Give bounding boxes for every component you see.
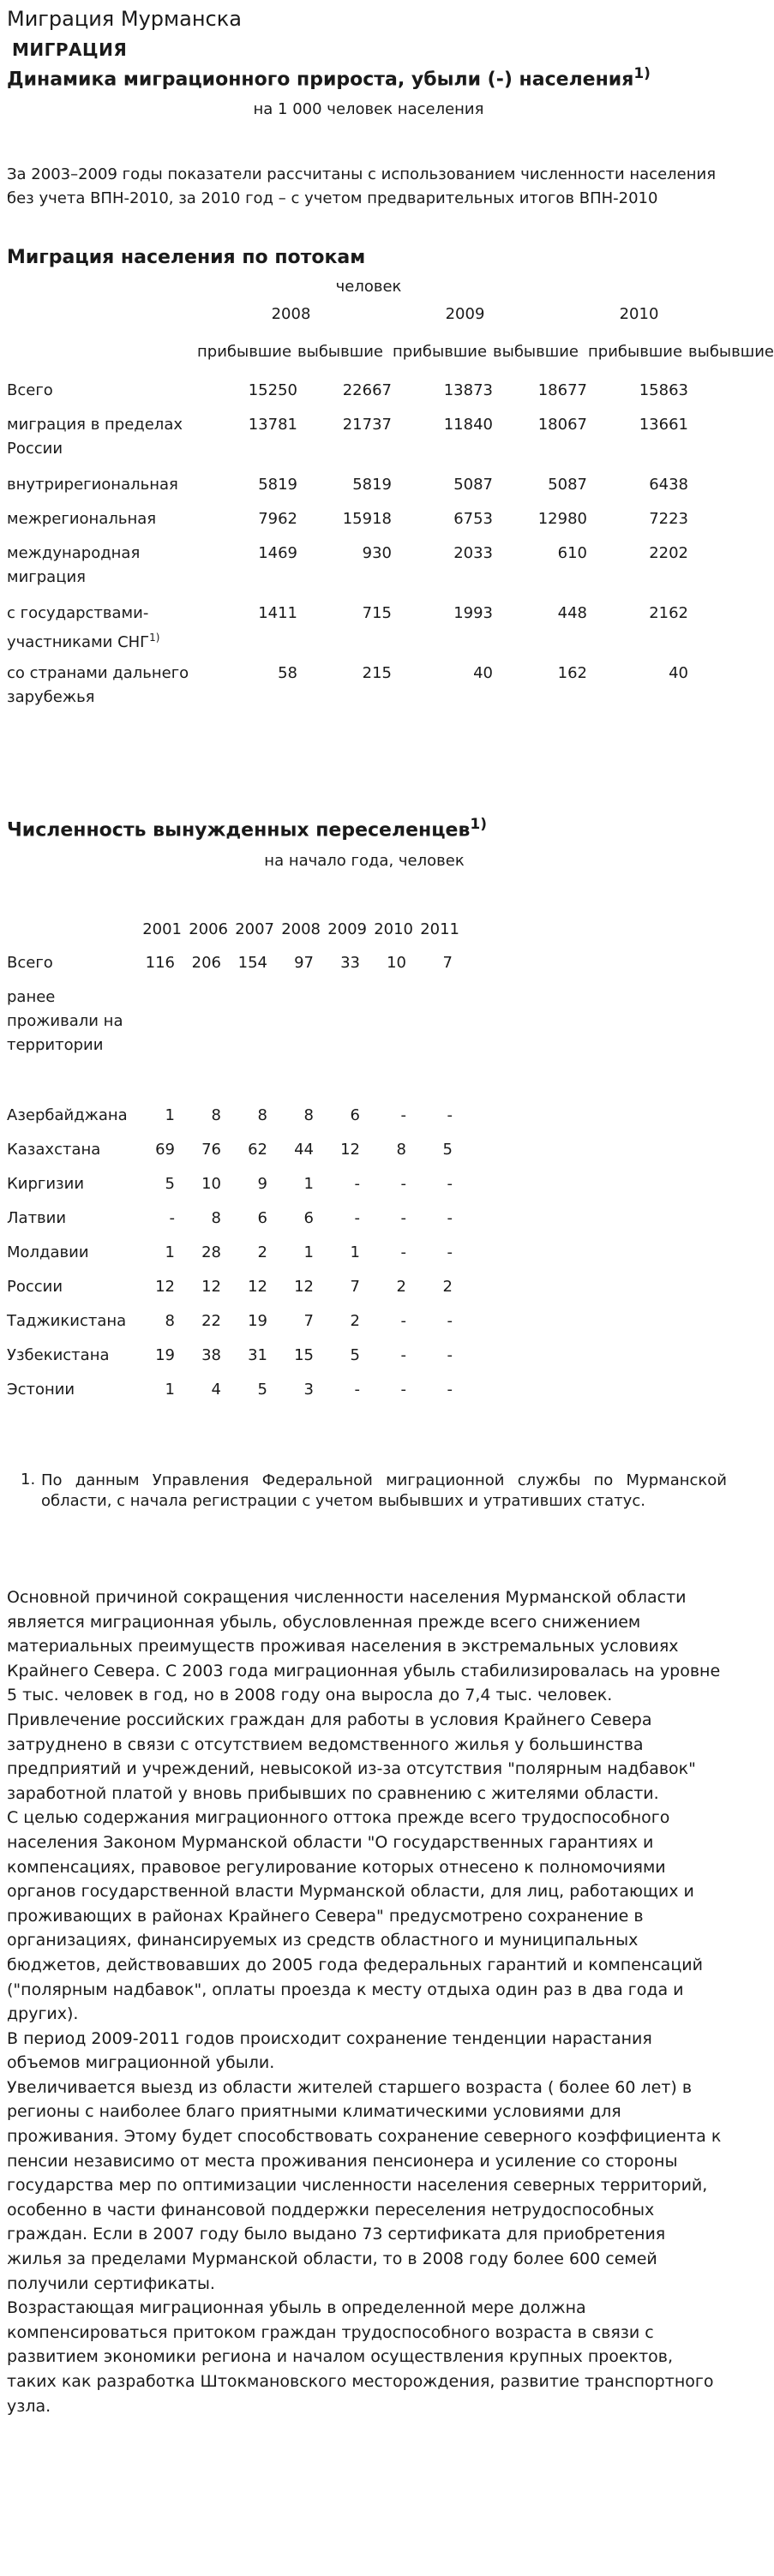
displaced-cell: 10 — [201, 1175, 221, 1193]
displaced-row-label: Таджикистана — [7, 1312, 127, 1330]
flows-cell: 40 — [473, 664, 493, 682]
flows-cell: 18067 — [537, 416, 587, 434]
flows-cell: 610 — [557, 544, 587, 562]
flows-cell: 15863 — [639, 381, 688, 399]
flows-subheader: выбывшие — [688, 343, 774, 361]
displaced-row-label: Всего — [7, 954, 53, 972]
flows-row-label: со странами дальнего зарубежья — [7, 664, 189, 706]
flows-cell: 5819 — [258, 476, 297, 494]
body-paragraph: Увеличивается выезд из области жителей старшего возраста ( более 60 лет) в регионы с наиболее благо приятными климатическими условиями для проживания. Этому будет способствовать сохранение северного коэффициента к пенсии независимо от места проживания пенсионера и усиление со стороны государства мер по оптимизации численности населения северных территорий, особенно в части финансовой поддержки переселения нетрудоспособных граждан. Если в 2007 году было выдано 73 сертификата для приобретения жилья за пределами Мурманской области, то в 2008 году более 600 семей получили сертификаты. — [7, 2077, 722, 2293]
flows-row-footnote-mark: 1) — [149, 632, 160, 644]
flows-row-label: межрегиональная — [7, 510, 157, 528]
flows-cell: 11840 — [443, 416, 493, 434]
displaced-cell: - — [447, 1243, 453, 1261]
flows-cell: 1469 — [258, 544, 297, 562]
flows-subheader: выбывшие — [493, 343, 579, 361]
body-paragraph: С целью содержания миграционного оттока прежде всего трудоспособного населения Законом Мурманской области "О государственных гарантиях и компенсациях, правовое регулирование которых отнесено к полномочиями органов государственной власти Мурманской области, для лиц, работающих и проживающих в районах Крайнего Севера" предусмотрено сохранение в организациях, финансируемых из средств областного и муниципальных бюджетов, действовавших до 2005 года федеральных гарантий и компенсаций ("полярным надбавок", оплаты проезда к месту отдыха один раз в два года и других). — [7, 1808, 703, 2024]
flows-row-label — [7, 602, 195, 655]
displaced-cell: 15 — [294, 1346, 314, 1364]
flows-cell: 215 — [362, 664, 392, 682]
displaced-row-label: ранее проживали на территории — [7, 988, 123, 1054]
flows-subheader: прибывшие — [588, 343, 683, 361]
displaced-cell: 33 — [340, 954, 360, 972]
flows-year-2009: 2009 — [445, 305, 485, 323]
flows-cell: 162 — [557, 664, 587, 682]
displaced-cell: 1 — [350, 1243, 360, 1261]
displaced-cell: 206 — [191, 954, 221, 972]
flows-subheader: прибывшие — [393, 343, 488, 361]
flows-cell: 930 — [362, 544, 392, 562]
displaced-heading-footnote-mark: 1) — [470, 816, 487, 833]
displaced-cell: - — [447, 1381, 453, 1399]
flows-cell: 13661 — [639, 416, 688, 434]
flows-cell: 12980 — [537, 510, 587, 528]
displaced-year: 2011 — [420, 920, 459, 938]
flows-subheader: выбывшие — [297, 343, 383, 361]
flows-row-label-text: с государствами-участниками СНГ — [7, 604, 150, 651]
displaced-cell: 12 — [340, 1141, 360, 1159]
flows-row-label: миграция в пределах России — [7, 416, 183, 458]
displaced-cell: 6 — [257, 1209, 267, 1227]
displaced-cell: - — [400, 1175, 406, 1193]
displaced-units: на начало года, человек — [264, 852, 465, 870]
displaced-row-label: Казахстана — [7, 1141, 101, 1159]
displaced-rows — [0, 951, 726, 1414]
displaced-cell: 5 — [442, 1141, 453, 1159]
displaced-cell: 6 — [303, 1209, 314, 1227]
flows-cell: 715 — [362, 604, 392, 622]
flows-cell: 13781 — [248, 416, 297, 434]
displaced-cell: 116 — [145, 954, 175, 972]
displaced-cell: 2 — [442, 1278, 453, 1296]
displaced-cell: 1 — [165, 1243, 175, 1261]
displaced-year: 2006 — [189, 920, 228, 938]
body-text — [7, 1585, 723, 2418]
flows-subheader-row — [0, 343, 774, 377]
displaced-cell: 1 — [165, 1106, 175, 1124]
flows-cell: 7223 — [649, 510, 688, 528]
displaced-cell: 8 — [257, 1106, 267, 1124]
flows-units: человек — [335, 278, 402, 296]
displaced-cell: 8 — [303, 1106, 314, 1124]
body-paragraph: Привлечение российских граждан для работы в условия Крайнего Севера затруднено в связи с отсутствием ведомственного жилья у большинства предприятий и учреждений, невысокой из-за отсутствия "полярным надбавок" заработной платой у вновь прибывших по сравнению с жителями области. — [7, 1710, 696, 1803]
displaced-cell: 7 — [442, 954, 453, 972]
flows-cell: 22667 — [342, 381, 392, 399]
displaced-cell: 154 — [237, 954, 267, 972]
displaced-cell: - — [400, 1106, 406, 1124]
displaced-cell: - — [354, 1209, 360, 1227]
flows-cell: 7962 — [258, 510, 297, 528]
flows-cell: 2033 — [453, 544, 493, 562]
displaced-cell: 8 — [211, 1209, 221, 1227]
dynamics-heading-footnote-mark: 1) — [633, 65, 651, 82]
displaced-cell: - — [400, 1209, 406, 1227]
flows-cell: 1411 — [258, 604, 297, 622]
flows-cell: 1993 — [453, 604, 493, 622]
displaced-row-label: Киргизии — [7, 1175, 85, 1193]
displaced-cell: 12 — [201, 1278, 221, 1296]
flows-subheader: прибывшие — [197, 343, 292, 361]
displaced-cell: 1 — [303, 1243, 314, 1261]
displaced-cell: 19 — [248, 1312, 267, 1330]
displaced-cell: - — [354, 1175, 360, 1193]
displaced-cell: 6 — [350, 1106, 360, 1124]
displaced-row-label: Эстонии — [7, 1381, 75, 1399]
flows-cell: 18677 — [537, 381, 587, 399]
displaced-year: 2001 — [142, 920, 182, 938]
dynamics-heading — [7, 65, 651, 90]
body-paragraph: В период 2009-2011 годов происходит сохранение тенденции нарастания объемов миграционной убыли. — [7, 2028, 652, 2073]
displaced-cell: - — [447, 1346, 453, 1364]
flows-cell: 13873 — [443, 381, 493, 399]
displaced-cell: 22 — [201, 1312, 221, 1330]
displaced-cell: 10 — [387, 954, 406, 972]
displaced-cell: 97 — [294, 954, 314, 972]
section-title: МИГРАЦИЯ — [12, 39, 128, 60]
displaced-cell: 2 — [396, 1278, 406, 1296]
displaced-cell: 5 — [165, 1175, 175, 1193]
flows-body — [0, 379, 726, 722]
displaced-year: 2010 — [374, 920, 413, 938]
displaced-cell: 5 — [350, 1346, 360, 1364]
flows-cell: 15250 — [248, 381, 297, 399]
displaced-cell: 69 — [155, 1141, 175, 1159]
flows-year-2010: 2010 — [619, 305, 659, 323]
displaced-cell: 62 — [248, 1141, 267, 1159]
displaced-cell: - — [169, 1209, 175, 1227]
displaced-year: 2007 — [235, 920, 274, 938]
displaced-row-label: Молдавии — [7, 1243, 89, 1261]
flows-cell: 6438 — [649, 476, 688, 494]
displaced-cell: 12 — [248, 1278, 267, 1296]
displaced-cell: 1 — [303, 1175, 314, 1193]
displaced-cell: 12 — [155, 1278, 175, 1296]
displaced-cell: 8 — [396, 1141, 406, 1159]
flows-heading: Миграция населения по потокам — [7, 247, 366, 268]
displaced-cell: 4 — [211, 1381, 221, 1399]
displaced-cell: - — [400, 1381, 406, 1399]
body-paragraph: Основной причиной сокращения численности населения Мурманской области является миграционная убыль, обусловленная прежде всего снижением материальных преимуществ проживая населения в экстремальных условиях Крайнего Севера. С 2003 года миграционная убыль стабилизировалась на уровне 5 тыс. человек в год, но в 2008 году она выросла до 7,4 тыс. человек. — [7, 1588, 721, 1705]
displaced-cell: 2 — [257, 1243, 267, 1261]
displaced-cell: - — [400, 1243, 406, 1261]
displaced-heading-text: Численность вынужденных переселенцев — [7, 819, 471, 842]
flows-cell: 40 — [669, 664, 688, 682]
footnote-text: По данным Управления Федеральной миграционной службы по Мурманской области, с начала регистрации с учетом выбывших и утративших статус. — [41, 1471, 727, 1510]
displaced-cell: - — [400, 1346, 406, 1364]
displaced-cell: 2 — [350, 1312, 360, 1330]
displaced-cell: - — [447, 1312, 453, 1330]
dynamics-note: За 2003–2009 годы показатели рассчитаны с использованием численности населения без учета ВПН-2010, за 2010 год – с учетом предварительных итогов ВПН-2010 — [7, 165, 717, 207]
displaced-cell: 38 — [201, 1346, 221, 1364]
displaced-cell: 7 — [303, 1312, 314, 1330]
flows-cell: 5087 — [548, 476, 587, 494]
flows-table — [0, 305, 726, 343]
displaced-cell: - — [400, 1312, 406, 1330]
displaced-cell: 7 — [350, 1278, 360, 1296]
displaced-cell: 1 — [165, 1381, 175, 1399]
flows-cell: 448 — [557, 604, 587, 622]
displaced-row-label: России — [7, 1278, 63, 1296]
body-paragraph: Возрастающая миграционная убыль в определенной мере должна компенсироваться притоком граждан трудоспособного возраста в связи с развитием экономики региона и началом осуществления крупных проектов, таких как разработка Штокмановского месторождения, развитие транспортного узла. — [7, 2298, 714, 2416]
displaced-cell: 8 — [211, 1106, 221, 1124]
flows-row-label: внутрирегиональная — [7, 476, 178, 494]
displaced-cell: - — [447, 1106, 453, 1124]
displaced-row-label: Латвии — [7, 1209, 67, 1227]
displaced-cell: 28 — [201, 1243, 221, 1261]
flows-cell: 58 — [278, 664, 297, 682]
flows-cell: 15918 — [342, 510, 392, 528]
flows-cell: 2202 — [649, 544, 688, 562]
flows-row-label: Всего — [7, 381, 53, 399]
displaced-cell: 9 — [257, 1175, 267, 1193]
dynamics-units: на 1 000 человек населения — [253, 100, 484, 118]
displaced-row-label: Узбекистана — [7, 1346, 110, 1364]
displaced-cell: 5 — [257, 1381, 267, 1399]
flows-cell: 5087 — [453, 476, 493, 494]
displaced-cell: 76 — [201, 1141, 221, 1159]
displaced-heading — [7, 816, 487, 841]
displaced-row-label: Азербайджана — [7, 1106, 128, 1124]
displaced-cell: - — [447, 1175, 453, 1193]
flows-cell: 21737 — [342, 416, 392, 434]
displaced-cell: 31 — [248, 1346, 267, 1364]
displaced-cell: 8 — [165, 1312, 175, 1330]
dynamics-heading-text: Динамика миграционного прироста, убыли (-) населения — [7, 69, 634, 91]
flows-row-label: международная миграция — [7, 544, 141, 586]
flows-year-2008: 2008 — [271, 305, 311, 323]
displaced-cell: 19 — [155, 1346, 175, 1364]
displaced-cell: 3 — [303, 1381, 314, 1399]
displaced-cell: 44 — [294, 1141, 314, 1159]
displaced-year: 2008 — [281, 920, 321, 938]
page-title: Миграция Мурманска — [7, 7, 242, 31]
displaced-cell: - — [447, 1209, 453, 1227]
flows-cell: 2162 — [649, 604, 688, 622]
footnote-number: 1. — [21, 1471, 36, 1489]
flows-cell: 6753 — [453, 510, 493, 528]
displaced-year: 2009 — [327, 920, 367, 938]
flows-cell: 5819 — [352, 476, 392, 494]
displaced-cell: 12 — [294, 1278, 314, 1296]
displaced-cell: - — [354, 1381, 360, 1399]
